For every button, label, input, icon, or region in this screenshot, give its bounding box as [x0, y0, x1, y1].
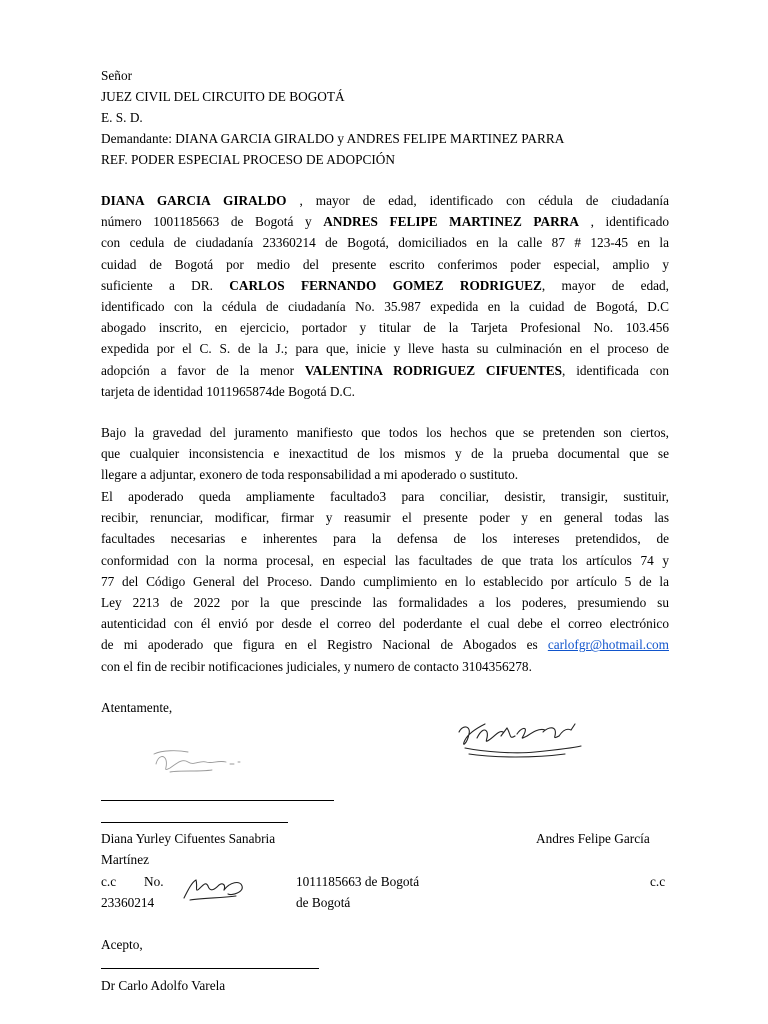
signature-image-right — [455, 718, 590, 762]
acceptance-signature-line — [101, 968, 319, 969]
p3-line-6: Ley 2213 de 2022 por la que prescinde las formalidades a los poderes, presumiendo su — [101, 595, 669, 611]
p1-line-10: tarjeta de identidad 1011965874de Bogotá D.C. — [101, 383, 355, 399]
p3-line-4: conformidad con la norma procesal, en especial las facultades de que trata los artículos 74 y — [101, 552, 669, 568]
p1-line-5: suficiente a DR. CARLOS FERNANDO GOMEZ RODRIGUEZ, mayor de edad, — [101, 277, 669, 293]
cc-right-city: de Bogotá — [296, 895, 351, 910]
signer-right-name: Andres Felipe García — [536, 831, 650, 846]
acceptance-label: Acepto, — [101, 937, 143, 952]
plaintiff-line: Demandante: DIANA GARCIA GIRALDO y ANDRES FELIPE MARTINEZ PARRA — [101, 131, 565, 146]
esd-line: E. S. D. — [101, 110, 143, 125]
salutation: Señor — [101, 68, 133, 83]
p1-line-3: con cedula de ciudadanía 23360214 de Bogotá, domiciliados en la calle 87 # 123-45 en la — [101, 235, 669, 251]
addressee: JUEZ CIVIL DEL CIRCUITO DE BOGOTÁ — [101, 89, 345, 104]
p2-line-1: Bajo la gravedad del juramento manifiesto que todos los hechos que se pretenden son ciertos, — [101, 425, 669, 440]
closing: Atentamente, — [101, 700, 173, 715]
p1-line-6: identificado con la cédula de ciudadanía No. 35.987 expedida en la cuidad de Bogotá, D.C — [101, 299, 669, 315]
p1-line-2: número 1001185663 de Bogotá y ANDRES FELIPE MARTINEZ PARRA , identificado — [101, 214, 670, 230]
signer-right-name-cont: Martínez — [101, 852, 149, 867]
signature-line-right — [101, 822, 288, 823]
paragraph-oath — [101, 422, 669, 486]
paragraph-power-of-attorney — [101, 190, 669, 402]
reference-line: REF. PODER ESPECIAL PROCESO DE ADOPCIÓN — [101, 152, 395, 167]
p1-line-9: adopción a favor de la menor VALENTINA RODRIGUEZ CIFUENTES, identificada con — [101, 362, 669, 378]
p3-line-7: autenticidad con él envió por desde el correo del poderdante el cual debe el correo electrónico — [101, 616, 669, 632]
cc-left-label: c.c — [101, 874, 117, 889]
signature-image-small — [180, 874, 250, 904]
p3-line-9: con el fin de recibir notificaciones judiciales, y numero de contacto 3104356278. — [101, 658, 532, 674]
p1-line-1: DIANA GARCIA GIRALDO , mayor de edad, identificado con cédula de ciudadanía — [101, 193, 669, 208]
p3-line-1: El apoderado queda ampliamente facultado3 para conciliar, desistir, transigir, sustituir, — [101, 489, 669, 504]
cc-left-value: 1011185663 de Bogotá — [296, 874, 420, 889]
minor-name: VALENTINA RODRIGUEZ CIFUENTES — [304, 362, 563, 378]
p3-line-2: recibir, renunciar, modificar, firmar y reasumir el presente poder y en general todas las — [101, 510, 669, 526]
p1-line-4: cuidad de Bogotá por medio del presente escrito conferimos poder especial, amplio y — [101, 256, 669, 272]
cc-right-value: 23360214 — [101, 895, 155, 910]
p3-line-8: de mi apoderado que figura en el Registro Nacional de Abogados es carlofgr@hotmail.com — [101, 637, 669, 653]
acceptance-name: Dr Carlo Adolfo Varela — [101, 978, 226, 993]
signature-image-left — [148, 742, 248, 778]
attorney-email-link[interactable]: carlofgr@hotmail.com — [547, 637, 669, 653]
p2-line-2: que cualquier inconsistencia e inexactitud de los mismos y de la prueba documental que se — [101, 446, 669, 462]
p2-line-3: llegare a adjuntar, exonero de toda responsabilidad a mi apoderado o sustituto. — [101, 467, 519, 483]
cc-left-no: No. — [144, 874, 164, 889]
p1-line-8: expedida por el C. S. de la J.; para que, inicie y lleve hasta su culminación en el proceso de — [101, 341, 669, 357]
p1-line-7: abogado inscrito, en ejercicio, portador y titular de la Tarjeta Profesional No. 103.456 — [101, 320, 669, 336]
grantor-1-name: DIANA GARCIA GIRALDO — [101, 193, 287, 208]
attorney-name: CARLOS FERNANDO GOMEZ RODRIGUEZ — [229, 277, 542, 293]
signer-left-name: Diana Yurley Cifuentes Sanabria — [101, 831, 276, 846]
grantor-2-name: ANDRES FELIPE MARTINEZ PARRA — [323, 214, 579, 230]
signature-line-left — [101, 800, 334, 801]
p3-line-5: 77 del Código General del Proceso. Dando cumplimiento en lo establecido por artículo 5 de la — [101, 573, 669, 589]
paragraph-faculties — [101, 486, 669, 677]
p3-line-3: facultades necesarias e inherentes para la defensa de los intereses pretendidos, de — [101, 531, 669, 547]
cc-right-label: c.c — [650, 874, 666, 889]
